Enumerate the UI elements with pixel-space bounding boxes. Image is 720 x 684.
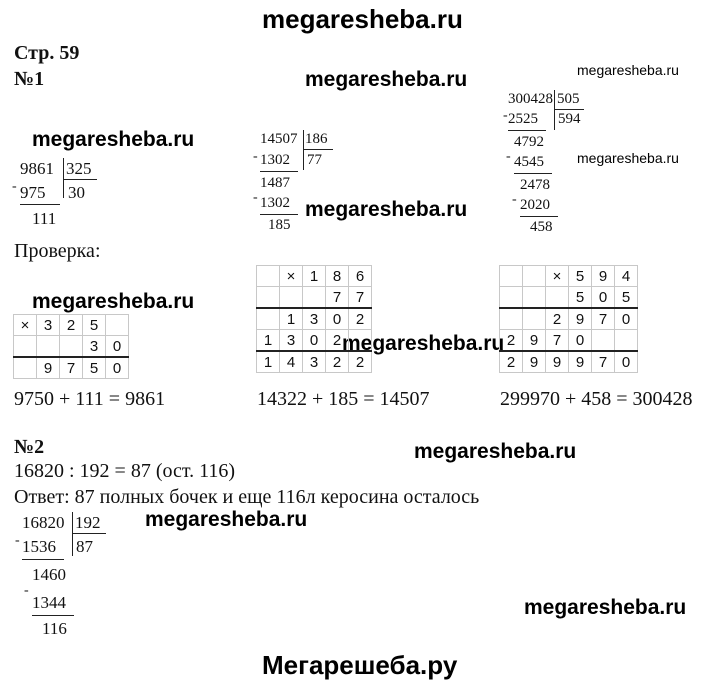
grid-cell: 3 [303,351,326,373]
grid-cell: 9 [37,357,60,379]
grid-cell [257,287,280,309]
grid-cell: 0 [615,308,638,330]
watermark: megaresheba.ru [577,150,679,166]
watermark: megaresheba.ru [32,128,195,151]
divisor: 192 [75,513,101,532]
multiplication-grid-2 [256,265,372,373]
watermark-top: megaresheba.ru [262,4,463,34]
grid-cell: 7 [592,351,615,373]
grid-cell: 2 [500,351,523,373]
grid-cell: 0 [326,308,349,330]
grid-cell: 4 [615,266,638,287]
grid-cell: 7 [349,287,372,309]
grid-cell [500,287,523,309]
grid-cell: 0 [106,336,129,358]
grid-cell: 5 [569,266,592,287]
step: 2478 [520,177,550,193]
grid-cell: 3 [83,336,106,358]
step: 1536 [22,537,56,556]
grid-cell: 6 [349,266,372,287]
grid-cell: 3 [37,315,60,336]
grid-cell: 1 [257,351,280,373]
grid-cell [37,336,60,358]
grid-cell: 9 [569,351,592,373]
grid-cell [257,266,280,287]
check-equation-3: 299970 + 458 = 300428 [500,388,693,410]
step: 2525 [508,111,538,127]
page-label: Стр. 59 [14,42,80,64]
grid-cell: 2 [546,308,569,330]
watermark: megaresheba.ru [342,332,505,355]
grid-cell: 9 [546,351,569,373]
grid-cell: 9 [523,351,546,373]
grid-cell: × [546,266,569,287]
watermark: megaresheba.ru [32,290,195,313]
grid-cell: 2 [500,330,523,352]
grid-cell: 1 [280,308,303,330]
grid-cell: 1 [303,266,326,287]
divisor: 325 [66,159,92,178]
grid-cell: 0 [615,351,638,373]
grid-cell [523,287,546,309]
check-equation-2: 14322 + 185 = 14507 [257,388,430,410]
watermark: megaresheba.ru [305,198,468,221]
divisor: 186 [305,131,328,147]
grid-cell [592,330,615,352]
grid-cell: 9 [569,308,592,330]
grid-cell: 3 [303,308,326,330]
grid-cell [500,308,523,330]
grid-cell: × [280,266,303,287]
quotient: 30 [68,183,85,202]
grid-cell: 7 [326,287,349,309]
grid-cell: 1 [257,330,280,352]
grid-cell [615,330,638,352]
grid-cell: × [14,315,37,336]
step: 1487 [260,175,290,191]
grid-cell [106,315,129,336]
divisor: 505 [557,91,580,107]
watermark: megaresheba.ru [145,508,308,531]
grid-cell: 9 [523,330,546,352]
task2-answer: Ответ: 87 полных бочек и еще 116л керосина осталось [14,486,480,508]
dividend: 9861 [20,159,54,178]
grid-cell [303,287,326,309]
quotient: 594 [558,111,581,127]
watermark: megaresheba.ru [577,62,679,78]
grid-cell: 2 [349,351,372,373]
check-label: Проверка: [14,240,101,262]
remainder: 185 [268,217,291,233]
grid-cell: 5 [83,315,106,336]
task1-number: №1 [14,68,45,90]
grid-cell [257,308,280,330]
grid-cell [546,287,569,309]
grid-cell [280,287,303,309]
grid-cell: 7 [60,357,83,379]
grid-cell: 5 [615,287,638,309]
task2-number: №2 [14,436,45,458]
step: 2020 [520,197,550,213]
grid-cell: 0 [592,287,615,309]
step: 1302 [260,152,290,168]
grid-cell: 4 [280,351,303,373]
remainder: 116 [42,619,67,638]
quotient: 77 [307,152,322,168]
grid-cell [523,308,546,330]
grid-cell [349,330,372,352]
grid-cell: 3 [280,330,303,352]
remainder: 458 [530,219,553,235]
multiplication-grid-3 [499,265,638,373]
watermark-bottom: Мегарешеба.ру [262,650,458,680]
grid-cell: 5 [83,357,106,379]
check-equation-1: 9750 + 111 = 9861 [14,388,166,410]
multiplication-grid-1 [13,314,129,379]
grid-cell: 7 [546,330,569,352]
dividend: 14507 [260,131,298,147]
grid-cell: 5 [569,287,592,309]
step: 975 [20,183,46,202]
grid-cell: 0 [106,357,129,379]
grid-cell: 2 [60,315,83,336]
grid-cell: 0 [303,330,326,352]
grid-cell [500,266,523,287]
grid-cell [14,357,37,379]
task2-expression: 16820 : 192 = 87 (ост. 116) [14,460,236,482]
step: 4545 [514,154,544,170]
dividend: 16820 [22,513,65,532]
step: 1460 [32,565,66,584]
watermark: megaresheba.ru [524,596,687,619]
grid-cell: 0 [569,330,592,352]
watermark: megaresheba.ru [305,68,468,91]
grid-cell: 2 [326,330,349,352]
grid-cell: 2 [349,308,372,330]
watermark: megaresheba.ru [414,440,577,463]
quotient: 87 [76,537,93,556]
step: 1302 [260,195,290,211]
grid-cell: 2 [326,351,349,373]
grid-cell [60,336,83,358]
remainder: 111 [32,209,57,228]
dividend: 300428 [508,91,553,107]
grid-cell: 9 [592,266,615,287]
grid-cell: 8 [326,266,349,287]
grid-cell: 7 [592,308,615,330]
grid-cell [523,266,546,287]
step: 4792 [514,134,544,150]
grid-cell [14,336,37,358]
step: 1344 [32,593,66,612]
